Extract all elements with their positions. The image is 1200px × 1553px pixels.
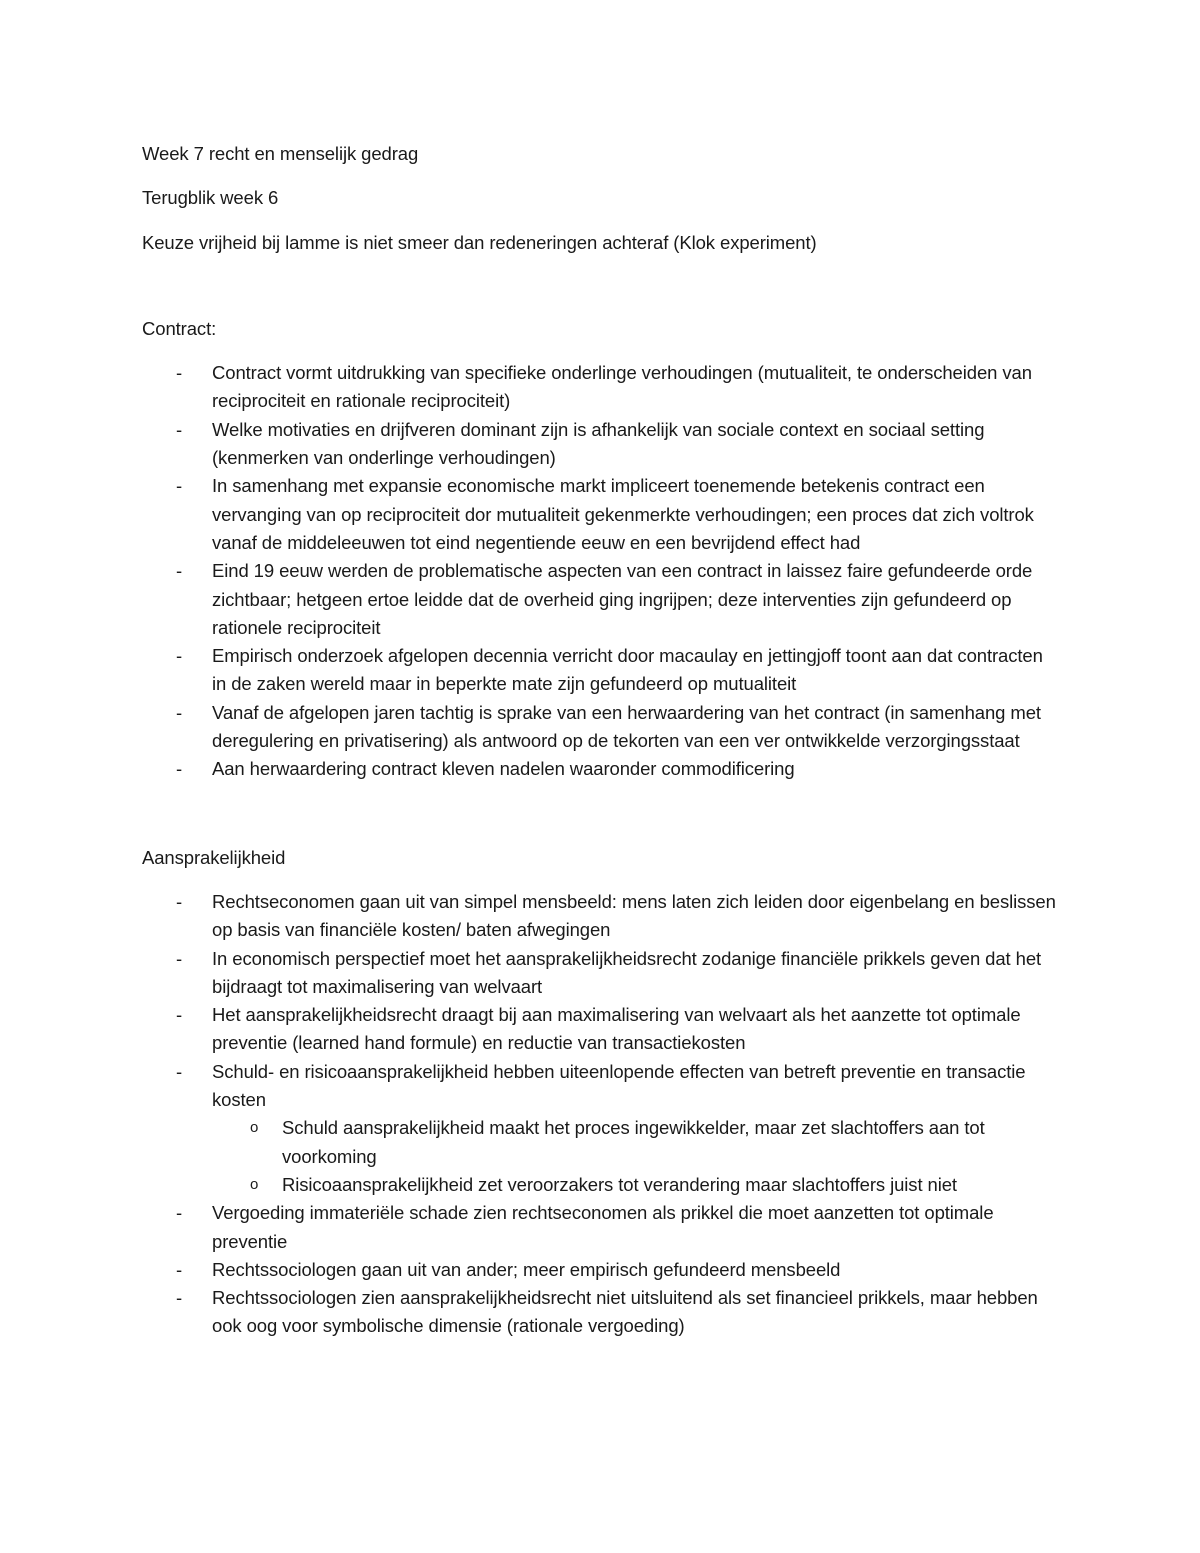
sub-list-item-text: Schuld aansprakelijkheid maakt het proces ingewikkelder, maar zet slachtoffers aan tot voorkoming xyxy=(282,1117,985,1167)
circle-bullet: o xyxy=(250,1175,259,1193)
list-item-text: Rechtseconomen gaan uit van simpel mensbeeld: mens laten zich leiden door eigenbelang en beslissen op basis van financiële kosten/ baten afwegingen xyxy=(212,890,1056,941)
dash-bullet: - xyxy=(176,362,183,384)
list-item-text: Eind 19 eeuw werden de problematische aspecten van een contract in laissez faire gefundeerde orde zichtbaar; hetgeen ertoe leidde dat de overheid ging ingrijpen; deze interventies zijn gefundeerd op rationele reciprociteit xyxy=(212,560,1033,638)
sub-list-item-text: Risicoaansprakelijkheid zet veroorzakers tot verandering maar slachtoffers juist niet xyxy=(282,1173,957,1195)
list-item xyxy=(142,699,1062,756)
dash-bullet: - xyxy=(176,475,183,497)
list-item xyxy=(142,359,1062,416)
list-item xyxy=(142,1256,1062,1284)
list-item-text: In samenhang met expansie economische markt impliceert toenemende betekenis contract een vervanging van op reciprociteit dor mutualiteit gekenmerkte verhoudingen; een proces dat zich voltrok vanaf de middeleeuwen tot eind negentiende eeuw en een bevrijdend effect had xyxy=(212,475,1034,553)
list-item xyxy=(142,642,1062,699)
document-title: Week 7 recht en menselijk gedrag xyxy=(142,143,419,164)
dash-bullet: - xyxy=(176,645,183,667)
list-item xyxy=(142,557,1062,642)
list-item xyxy=(142,1199,1062,1256)
section-heading-aansprakelijkheid: Aansprakelijkheid xyxy=(142,846,286,868)
dash-bullet: - xyxy=(176,1060,183,1082)
list-item xyxy=(142,755,1062,783)
intro-paragraph: Keuze vrijheid bij lamme is niet smeer dan redeneringen achteraf (Klok experiment) xyxy=(142,231,817,253)
list-item xyxy=(142,1001,1062,1058)
list-item-text: Vergoeding immateriële schade zien rechtseconomen als prikkel die moet aanzetten tot optimale preventie xyxy=(212,1202,994,1252)
list-item xyxy=(142,416,1062,473)
contract-list xyxy=(142,359,1062,783)
dash-bullet: - xyxy=(176,758,183,780)
dash-bullet: - xyxy=(176,418,183,440)
sub-list xyxy=(212,1114,1062,1199)
aansprakelijkheid-list xyxy=(142,888,1062,1341)
document-subtitle: Terugblik week 6 xyxy=(142,187,279,209)
list-item-text: Welke motivaties en drijfveren dominant zijn is afhankelijk van sociale context en sociaal setting (kenmerken van onderlinge verhoudingen) xyxy=(212,418,985,469)
list-item xyxy=(142,472,1062,557)
list-item-text: Rechtssociologen gaan uit van ander; meer empirisch gefundeerd mensbeeld xyxy=(212,1258,841,1280)
dash-bullet: - xyxy=(176,701,183,723)
list-item-text: Aan herwaardering contract kleven nadelen waaronder commodificering xyxy=(212,758,795,780)
list-item-text: In economisch perspectief moet het aansprakelijkheidsrecht zodanige financiële prikkels geven dat het bijdraagt tot maximalisering van welvaart xyxy=(212,947,1042,997)
list-item-text: Het aansprakelijkheidsrecht draagt bij aan maximalisering van welvaart als het aanzette tot optimale preventie (learned hand formule) en reductie van transactiekosten xyxy=(212,1004,1021,1054)
list-item xyxy=(142,945,1062,1002)
list-item-text: Contract vormt uitdrukking van specifieke onderlinge verhoudingen (mutualiteit, te onderscheiden van reciprociteit en rationale reciprociteit) xyxy=(212,362,1032,412)
dash-bullet: - xyxy=(176,1004,183,1026)
list-item xyxy=(142,1284,1062,1341)
dash-bullet: - xyxy=(176,1287,183,1309)
section-heading-contract: Contract: xyxy=(142,317,217,339)
dash-bullet: - xyxy=(176,1202,183,1224)
list-item-text: Rechtssociologen zien aansprakelijkheidsrecht niet uitsluitend als set financieel prikkels, maar hebben ook oog voor symbolische dimensie (rationale vergoeding) xyxy=(212,1287,1038,1337)
list-item xyxy=(142,888,1062,945)
sub-list-item xyxy=(212,1114,1062,1171)
list-item-text: Vanaf de afgelopen jaren tachtig is sprake van een herwaardering van het contract (in samenhang met deregulering en privatisering) als antwoord op de tekorten van een ver ontwikkelde verzorgingsstaat xyxy=(212,701,1041,752)
list-item-text: Schuld- en risicoaansprakelijkheid hebben uiteenlopende effecten van betreft preventie en transactie kosten xyxy=(212,1060,1026,1111)
dash-bullet: - xyxy=(176,560,183,582)
dash-bullet: - xyxy=(176,890,183,912)
document-body xyxy=(142,140,1062,1341)
sub-list-item xyxy=(212,1171,1062,1199)
list-item-text: Empirisch onderzoek afgelopen decennia verricht door macaulay en jettingjoff toont aan dat contracten in de zaken wereld maar in beperkte mate zijn gefundeerd op mutualiteit xyxy=(212,645,1043,695)
circle-bullet: o xyxy=(250,1119,259,1137)
dash-bullet: - xyxy=(176,1258,183,1280)
dash-bullet: - xyxy=(176,947,183,969)
list-item xyxy=(142,1058,1062,1199)
